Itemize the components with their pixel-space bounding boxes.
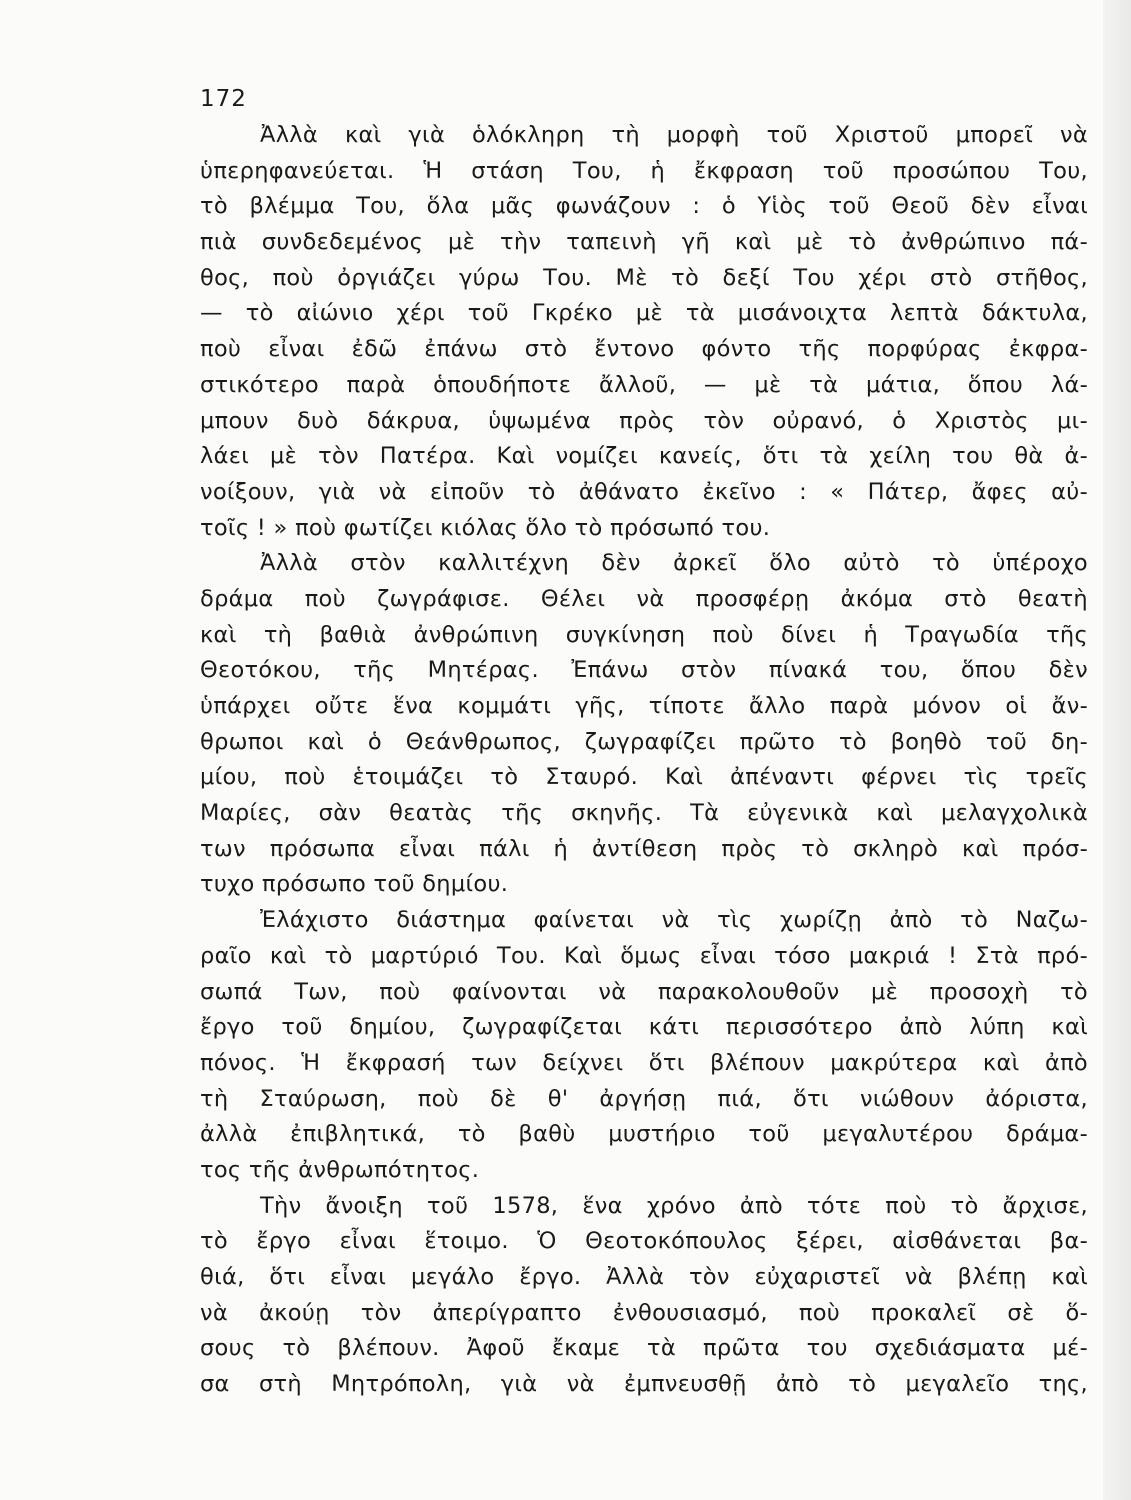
text-line: μπουν δυὸ δάκρυα, ὑψωμένα πρὸς τὸν οὐρανό, ὁ Χριστὸς μι- [200,407,1088,434]
text-line: θιά, ὅτι εἶναι μεγάλο ἔργο. Ἀλλὰ τὸν εὐχαριστεῖ νὰ βλέπῃ καὶ [200,1264,1088,1290]
text-line: σωπά Των, ποὺ φαίνονται νὰ παρακολουθοῦν μὲ προσοχὴ τὸ [200,978,1088,1005]
text-line: Ἐλάχιστο διάστημα φαίνεται νὰ τὶς χωρίζῃ ἀπὸ τὸ Ναζω- [260,907,1088,934]
text-line: τος τῆς ἀνθρωπότητος. [200,1156,480,1183]
text-line: Τὴν ἄνοιξη τοῦ 1578, ἕνα χρόνο ἀπὸ τότε ποὺ τὸ ἄρχισε, [260,1192,1088,1219]
text-line: τὸ βλέμμα Του, ὅλα μᾶς φωνάζουν : ὁ Υἱὸς τοῦ Θεοῦ δὲν εἶναι [200,193,1088,220]
text-line: τοῖς ! » ποὺ φωτίζει κιόλας ὅλο τὸ πρόσωπό του. [200,514,771,541]
text-line: — τὸ αἰώνιο χέρι τοῦ Γκρέκο μὲ τὰ μισάνοιχτα λεπτὰ δάκτυλα, [200,300,1088,327]
text-line: τυχο πρόσωπο τοῦ δημίου. [200,871,509,898]
text-line: θρωποι καὶ ὁ Θεάνθρωπος, ζωγραφίζει πρῶτο τὸ βοηθὸ τοῦ δη- [200,728,1088,755]
text-line: καὶ τὴ βαθιὰ ἀνθρώπινη συγκίνηση ποὺ δίνει ἡ Τραγωδία τῆς [200,621,1088,648]
text-line: θος, ποὺ ὀργιάζει γύρω Του. Μὲ τὸ δεξί Του χέρι στὸ στῆθος, [200,264,1088,291]
text-line: ραῖο καὶ τὸ μαρτύριό Του. Καὶ ὅμως εἶναι τόσο μακριά ! Στὰ πρό- [200,942,1088,969]
text-line: τὴ Σταύρωση, ποὺ δὲ θ' ἀργήσῃ πιά, ὅτι νιώθουν ἀόριστα, [200,1085,1088,1112]
text-line: λάει μὲ τὸν Πατέρα. Καὶ νομίζει κανείς, ὅτι τὰ χείλη του θὰ ἀ- [200,443,1088,470]
text-line: ἀλλὰ ἐπιβλητικά, τὸ βαθὺ μυστήριο τοῦ μεγαλυτέρου δράμα- [200,1121,1088,1148]
text-line: νὰ ἀκούῃ τὸν ἀπερίγραπτο ἐνθουσιασμό, ποὺ προκαλεῖ σὲ ὅ- [200,1299,1088,1326]
text-line: των πρόσωπα εἶναι πάλι ἡ ἀντίθεση πρὸς τὸ σκληρὸ καὶ πρόσ- [200,835,1088,862]
text-line: ποὺ εἶναι ἐδῶ ἐπάνω στὸ ἔντονο φόντο τῆς πορφύρας ἐκφρα- [200,336,1088,363]
text-line: μίου, ποὺ ἑτοιμάζει τὸ Σταυρό. Καὶ ἀπέναντι φέρνει τὶς τρεῖς [200,764,1088,791]
text-line: ὑπάρχει οὔτε ἕνα κομμάτι γῆς, τίποτε ἄλλο παρὰ μόνον οἱ ἄν- [200,693,1088,719]
body-text [200,118,1088,1403]
text-line: Θεοτόκου, τῆς Μητέρας. Ἐπάνω στὸν πίνακά του, ὅπου δὲν [200,657,1088,684]
text-line: σα στὴ Μητρόπολη, γιὰ νὰ ἐμπνευσθῇ ἀπὸ τὸ μεγαλεῖο της, [200,1371,1088,1398]
page-edge-shadow [1103,0,1131,1500]
text-line: νοίξουν, γιὰ νὰ εἰποῦν τὸ ἀθάνατο ἐκεῖνο : « Πάτερ, ἄφες αὐ- [200,478,1088,505]
text-line: ὑπερηφανεύεται. Ἡ στάση Του, ἡ ἔκφραση τοῦ προσώπου Του, [200,157,1088,184]
text-line: Ἀλλὰ στὸν καλλιτέχνη δὲν ἀρκεῖ ὅλο αὐτὸ τὸ ὑπέροχο [260,550,1088,577]
text-line: Ἀλλὰ καὶ γιὰ ὁλόκληρη τὴ μορφὴ τοῦ Χριστοῦ μπορεῖ νὰ [260,122,1088,148]
text-line: σους τὸ βλέπουν. Ἀφοῦ ἔκαμε τὰ πρῶτα του σχεδιάσματα μέ- [200,1335,1088,1362]
text-line: Μαρίες, σὰν θεατὰς τῆς σκηνῆς. Τὰ εὐγενικὰ καὶ μελαγχολικὰ [200,800,1088,827]
text-line: στικότερο παρὰ ὁπουδήποτε ἄλλοῦ, — μὲ τὰ μάτια, ὅπου λά- [200,371,1088,398]
page-number: 172 [200,86,247,112]
text-line: δράμα ποὺ ζωγράφισε. Θέλει νὰ προσφέρῃ ἀκόμα στὸ θεατὴ [200,585,1088,612]
text-line: ἔργο τοῦ δημίου, ζωγραφίζεται κάτι περισσότερο ἀπὸ λύπη καὶ [200,1014,1088,1041]
text-line: πόνος. Ἡ ἔκφρασή των δείχνει ὅτι βλέπουν μακρύτερα καὶ ἀπὸ [200,1049,1088,1076]
text-line: τὸ ἔργο εἶναι ἕτοιμο. Ὁ Θεοτοκόπουλος ξέρει, αἰσθάνεται βα- [200,1228,1088,1255]
text-line: πιὰ συνδεδεμένος μὲ τὴν ταπεινὴ γῆ καὶ μὲ τὸ ἀνθρώπινο πά- [200,229,1088,256]
